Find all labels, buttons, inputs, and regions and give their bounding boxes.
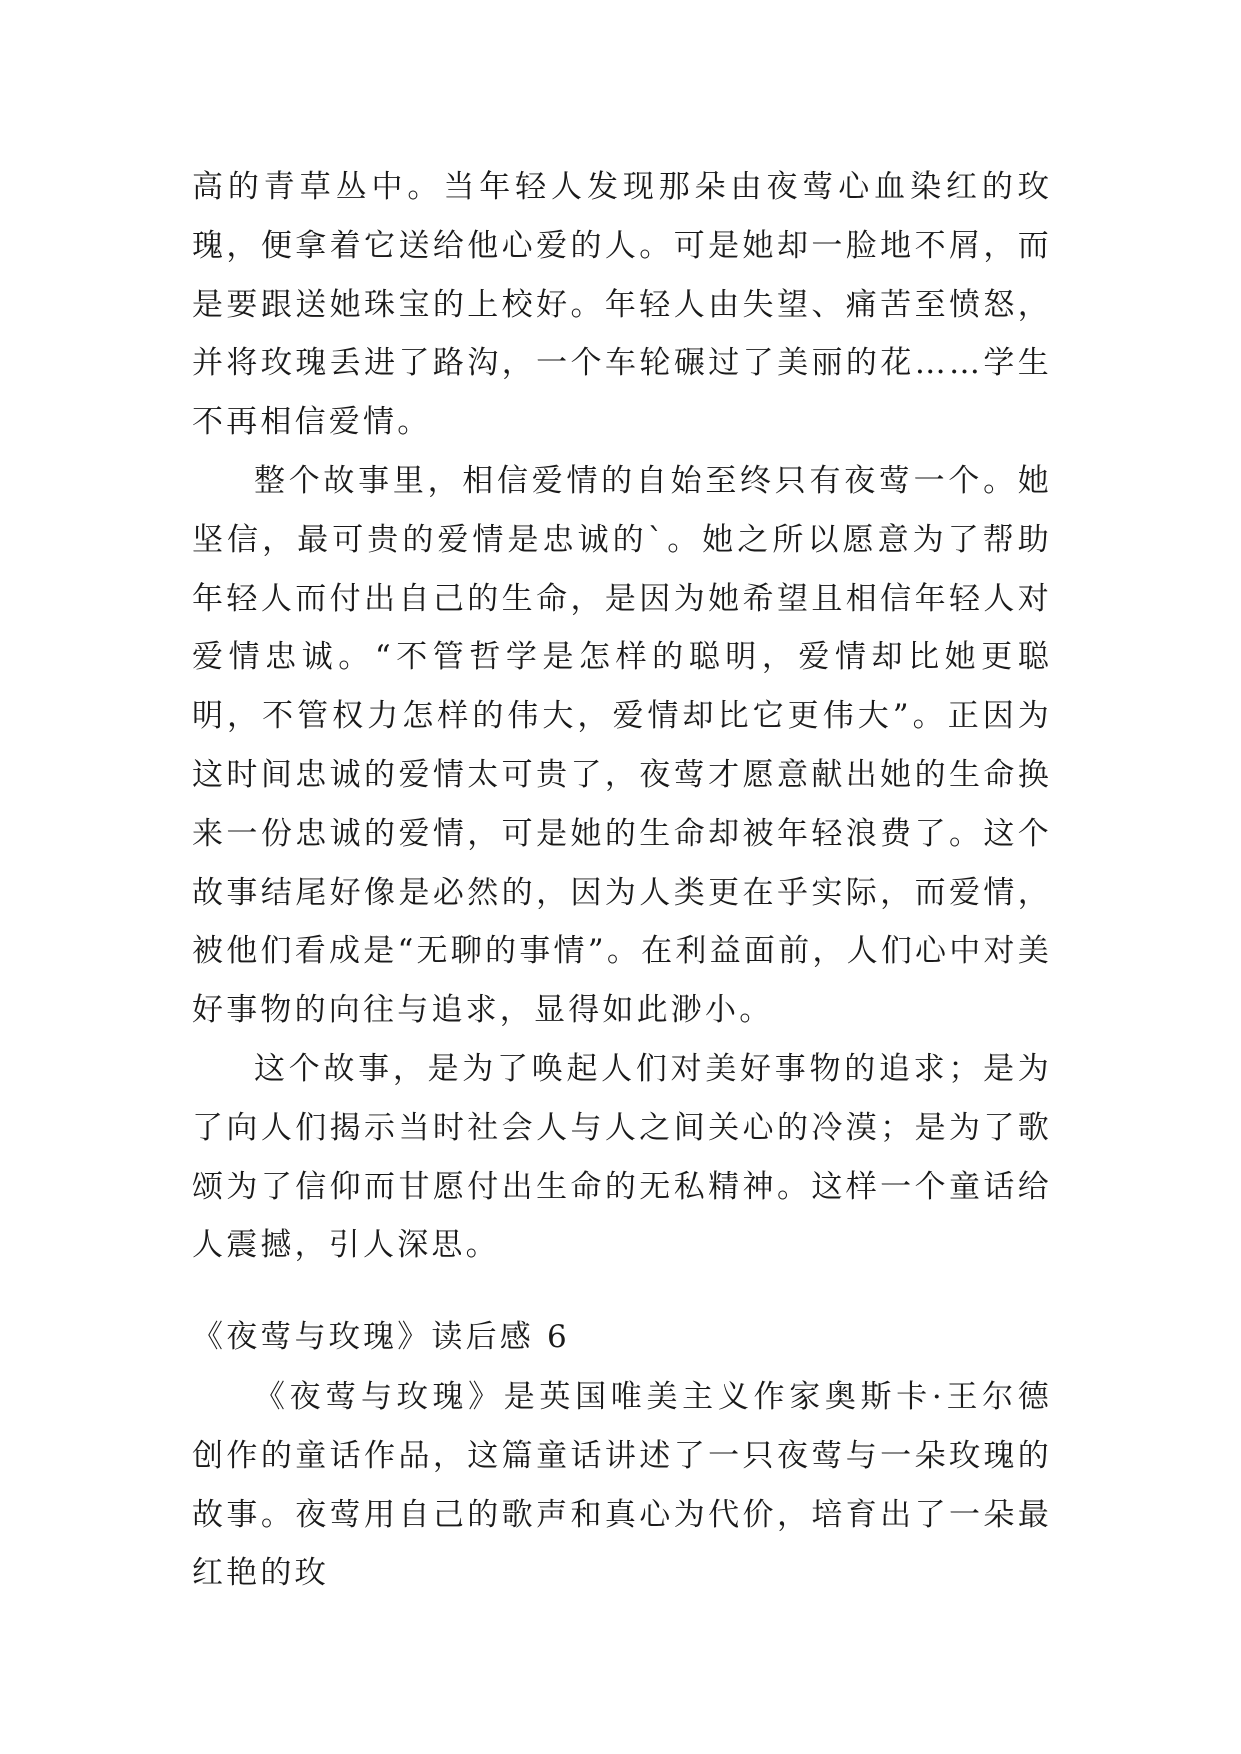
paragraph-1: 高的青草丛中。当年轻人发现那朵由夜莺心血染红的玫瑰，便拿着它送给他心爱的人。可是她却一脸地不屑，而是要跟送她珠宝的上校好。年轻人由失望、痛苦至愤怒，并将玫瑰丢进了路沟，一个车轮碾过了美丽的花……学生不再相信爱情。 bbox=[192, 169, 1052, 441]
paragraph-3: 这个故事，是为了唤起人们对美好事物的追求；是为了向人们揭示当时社会人与人之间关心的冷漠；是为了歌颂为了信仰而甘愿付出生命的无私精神。这样一个童话给人震撼，引人深思。 bbox=[192, 1050, 1052, 1264]
essay-body bbox=[192, 158, 1052, 1275]
section-paragraph: 《夜莺与玫瑰》是英国唯美主义作家奥斯卡·王尔德创作的童话作品，这篇童话讲述了一只夜莺与一朵玫瑰的故事。夜莺用自己的歌声和真心为代价，培育出了一朵最红艳的玫 bbox=[192, 1379, 1052, 1592]
section-title: 《夜莺与玫瑰》读后感 6 bbox=[192, 1319, 570, 1355]
paragraph-2: 整个故事里，相信爱情的自始至终只有夜莺一个。她坚信，最可贵的爱情是忠诚的`。她之所以愿意为了帮助年轻人而付出自己的生命，是因为她希望且相信年轻人对爱情忠诚。“不管哲学是怎样的聪明，爱情却比她更聪明，不管权力怎样的伟大，爱情却比它更伟大”。正因为这时间忠诚的爱情太可贵了，夜莺才愿意献出她的生命换来一份忠诚的爱情，可是她的生命却被年轻浪费了。这个故事结尾好像是必然的，因为人类更在乎实际，而爱情，被他们看成是“无聊的事情”。在利益面前，人们心中对美好事物的向往与追求，显得如此渺小。 bbox=[192, 462, 1052, 1029]
section-body bbox=[192, 1368, 1052, 1603]
